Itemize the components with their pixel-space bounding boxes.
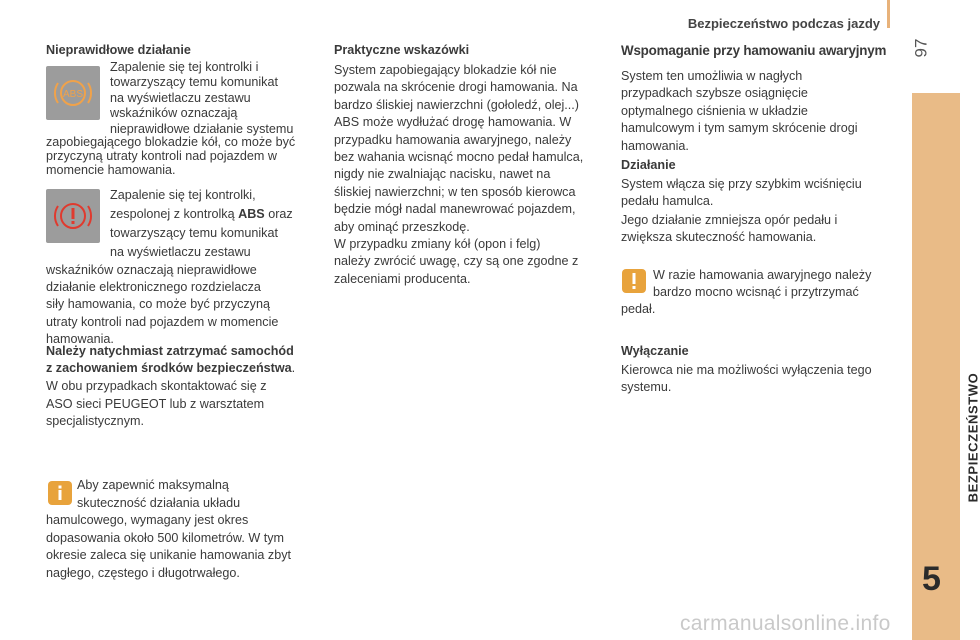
brake-description-indented [110,186,310,262]
text-line: Zapalenie się tej kontrolki, [110,188,256,202]
text-line: systemu. [621,380,672,395]
text-line: będzie mógł nadal manewrować pojazdem, [334,202,576,217]
text-line: W obu przypadkach skontaktować się z [46,379,267,393]
contact-dealer-text [46,378,326,431]
text-line: specjalistycznym. [46,414,144,428]
warning-note-indented [653,267,898,302]
abs-description-indented [110,60,310,137]
info-note-full [46,512,326,582]
text-line: towarzyszący temu komunikat [110,75,278,90]
text-line: okresie zaleca się unikanie hamowania zbyt [46,548,292,562]
info-icon [48,481,72,505]
text-line: System ten umożliwia w nagłych [621,69,803,83]
text-line: pedału hamulca. [621,194,714,209]
text-line [46,360,326,377]
chapter-section-label: BEZPIECZEŃSTWO [965,372,980,503]
text-line: optymalnego ciśnienia w układzie [621,103,808,118]
text-line: na wyświetlaczu zestawu [110,90,251,105]
text-line: śliskiej nawierzchni; w ten sposób kierowca [334,184,576,199]
eba-intro [621,68,901,155]
text-line: zapobiegającego blokadzie kół, co może być [46,135,296,149]
text-line: ASO sieci PEUGEOT lub z warsztatem [46,396,265,411]
text-line: Zapalenie się tej kontrolki i [110,60,259,74]
operation-paragraph-2 [621,212,901,247]
chapter-tab [912,93,960,640]
brake-description-full [46,262,321,348]
text-line: aby ominąć przeszkodę. [334,219,470,234]
text-line: hamowania. [46,331,114,346]
brake-warning-icon [46,189,100,243]
text-line: działanie elektronicznego rozdzielacza [46,280,261,295]
text-line: Jego działanie zmniejsza opór pedału i [621,213,838,227]
abs-icon-text: ABS [62,89,84,100]
text-line: wskaźników oznaczają [110,106,238,121]
text-line: Aby zapewnić maksymalną [77,478,229,492]
text-line: Należy natychmiast zatrzymać samochód [46,344,294,358]
tips-paragraph-2 [334,236,609,288]
text-line: ABS może wydłużać drogę hamowania. W [334,115,572,130]
section-heading-emergency-brake-assist: Wspomaganie przy hamowaniu awaryjnym [621,43,887,58]
text-line: W przypadku zmiany kół (opon i felg) [334,237,541,251]
text-line: nagłego, częstego i długotrwałego. [46,565,240,580]
text-line: przyczyną utraty kontroli nad pojazdem w [46,149,277,163]
abs-inline-bold: ABS [238,207,265,221]
tips-paragraph-1 [334,62,609,236]
abs-warning-icon [46,66,100,120]
text-line: hamowania. [621,138,689,153]
text-line: utraty kontroli nad pojazdem w momencie [46,314,279,329]
text-span: oraz [264,207,293,221]
subheading-operation: Działanie [621,158,676,172]
text-line: przypadku hamowania awaryjnego, należy [334,132,572,147]
text-line: zaleceniami producenta. [334,271,471,286]
text-line: pozwala na skrócenie drogi hamowania. Na [334,80,578,95]
text-line: przypadkach szybsze osiągnięcie [621,86,808,101]
text-line: hamulcowego, wymagany jest okres [46,513,249,527]
warning-icon [622,269,646,293]
header-divider [887,0,890,28]
deactivation-text [621,362,906,397]
text-line: dopasowania około 500 kilometrów. W tym [46,530,284,545]
stop-instruction [46,343,326,377]
text-line: System zapobiegający blokadzie kół nie [334,63,557,77]
text-line: zwiększa skuteczność hamowania. [621,230,817,245]
text-line [110,205,310,224]
text-line: nigdy nie zwalniając nacisku, nawet na [334,167,551,182]
text-line: hamulcowym i tym samym skrócenie drogi [621,121,858,136]
subheading-deactivation: Wyłączanie [621,344,689,358]
text-line: siły hamowania, co może być przyczyną [46,297,270,312]
text-line: należy zwrócić uwagę, czy są one zgodne z [334,254,579,269]
text-line: bez wahania wcisnąć mocno pedał hamulca, [334,150,584,165]
chapter-number: 5 [922,560,941,598]
text-line: nieprawidłowe działanie systemu [110,121,294,136]
text-span: z zachowaniem środków bezpieczeństwa [46,361,292,375]
info-note-indented [77,477,307,512]
section-heading-malfunction: Nieprawidłowe działanie [46,43,191,57]
text-line: wskaźników oznaczają nieprawidłowe [46,263,257,277]
text-line: na wyświetlaczu zestawu [110,245,251,259]
text-line: momencie hamowania. [46,163,176,177]
text-line: System włącza się przy szybkim wciśnięciu [621,177,862,191]
abs-description-full [46,135,321,177]
text-line: Kierowca nie ma możliwości wyłączenia tego [621,363,872,377]
text-line: bardzo śliskiej nawierzchni (gołoledź, olej...) [334,97,579,112]
text-span: . [291,361,296,375]
operation-paragraph-1 [621,176,901,211]
text-line: W razie hamowania awaryjnego należy [653,268,872,282]
warning-note-full: pedał. [621,302,656,316]
text-line: skuteczność działania układu [77,495,241,510]
text-line: towarzyszący temu komunikat [110,226,278,240]
page-number: 97 [911,38,931,58]
running-header: Bezpieczeństwo podczas jazdy [687,16,880,31]
text-line: bardzo mocno wcisnąć i przytrzymać [653,285,859,300]
section-heading-tips: Praktyczne wskazówki [334,43,470,57]
text-span: zespolonej z kontrolką [110,207,239,221]
watermark: carmanualsonline.info [680,612,891,635]
